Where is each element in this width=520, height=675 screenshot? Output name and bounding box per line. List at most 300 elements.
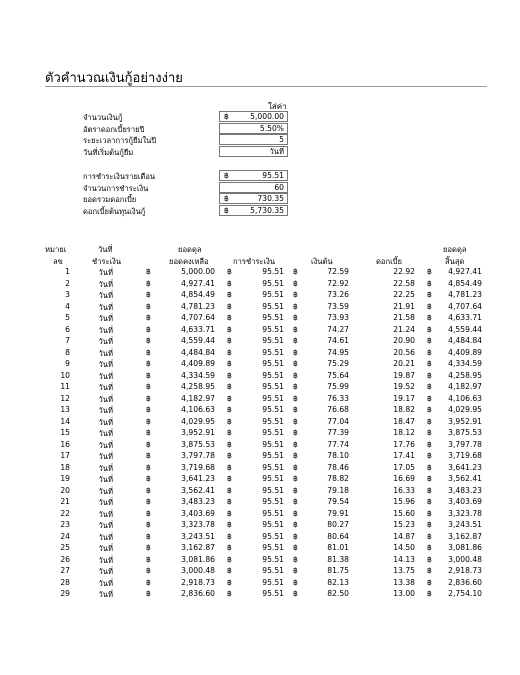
payment-amount: 95.51 [262,267,284,276]
table-row [0,428,520,440]
currency-symbol: ฿ [146,439,151,449]
table-row [0,474,520,486]
currency-symbol: ฿ [293,347,298,357]
table-row [0,566,520,578]
principal-amount: 80.27 [327,520,349,529]
currency-symbol: ฿ [227,359,232,368]
opening-balance: 2,836.60 [181,589,215,598]
row-number: 2 [65,278,70,288]
currency-symbol: ฿ [227,508,232,518]
table-row [0,451,520,463]
currency-symbol: ฿ [427,267,432,276]
interest-amount: 19.87 [393,370,415,380]
principal-amount: 75.29 [327,359,349,368]
currency-symbol: ฿ [427,589,432,598]
principal-amount: 73.59 [327,301,349,311]
currency-symbol: ฿ [293,382,298,391]
payment-amount: 95.51 [262,428,284,437]
currency-symbol: ฿ [293,439,298,449]
interest-amount: 18.82 [393,405,415,414]
currency-symbol: ฿ [227,324,232,334]
interest-amount: 22.92 [393,267,415,276]
currency-symbol: ฿ [227,301,232,311]
currency-symbol: ฿ [293,428,298,437]
row-number: 19 [60,474,70,483]
payment-amount: 95.51 [262,451,284,460]
payment-date: วันที่ [98,417,113,427]
table-row [0,382,520,394]
opening-balance: 3,323.78 [181,520,215,529]
table-row [0,313,520,325]
currency-symbol: ฿ [227,393,232,403]
currency-symbol: ฿ [227,566,232,575]
input-field[interactable] [219,123,288,134]
summary-value: 730.35 [257,194,284,203]
currency-symbol: ฿ [146,313,151,322]
currency-symbol: ฿ [227,451,232,460]
opening-balance: 4,484.84 [181,347,215,357]
payment-date: วันที่ [98,279,113,289]
interest-amount: 16.33 [393,485,415,495]
ending-balance: 2,918.73 [448,566,482,575]
interest-amount: 20.21 [393,359,415,368]
row-number: 9 [65,359,70,368]
opening-balance: 4,559.44 [181,336,215,345]
currency-symbol: ฿ [146,382,151,391]
currency-symbol: ฿ [146,531,151,541]
payment-date: วันที่ [98,555,113,565]
currency-symbol: ฿ [227,428,232,437]
opening-balance: 4,707.64 [181,313,215,322]
interest-amount: 13.00 [393,589,415,598]
row-number: 8 [65,347,70,357]
currency-symbol: ฿ [293,267,298,276]
table-row [0,532,520,544]
payment-date: วันที่ [98,521,113,530]
opening-balance: 3,403.69 [181,508,215,518]
row-number: 27 [60,566,70,575]
table-row [0,440,520,452]
currency-symbol: ฿ [227,543,232,552]
currency-symbol: ฿ [146,359,151,368]
currency-symbol: ฿ [227,278,232,288]
principal-amount: 77.39 [327,428,349,437]
currency-symbol: ฿ [227,313,232,322]
currency-symbol: ฿ [293,508,298,518]
opening-balance: 4,781.23 [181,301,215,311]
ending-balance: 4,559.44 [448,324,482,334]
opening-balance: 4,927.41 [181,278,215,288]
row-number: 29 [60,589,70,598]
currency-symbol: ฿ [227,531,232,541]
payment-amount: 95.51 [262,531,284,541]
payment-date: วันที่ [98,578,113,588]
currency-symbol: ฿ [146,474,151,483]
row-number: 22 [60,508,70,518]
interest-amount: 15.96 [393,497,415,506]
currency-symbol: ฿ [427,393,432,403]
payment-date: วันที่ [98,302,113,312]
currency-symbol: ฿ [146,566,151,575]
table-row [0,543,520,555]
payment-amount: 95.51 [262,370,284,380]
row-number: 12 [60,393,70,403]
principal-amount: 82.50 [327,589,349,598]
summary-label: การชำระเงินรายเดือน [83,172,156,181]
summary-field [219,193,288,204]
principal-amount: 75.99 [327,382,349,391]
table-row [0,302,520,314]
row-number: 10 [60,370,70,380]
payment-date: วันที่ [98,268,113,277]
summary-label: จำนวนการชำระเงิน [83,183,149,193]
payment-date: วันที่ [98,429,113,438]
table-row [0,578,520,590]
payment-amount: 95.51 [262,313,284,322]
principal-amount: 78.10 [327,451,349,460]
currency-symbol: ฿ [227,336,232,345]
payment-date: วันที่ [98,291,113,300]
header-interest: ดอกเบี้ย [376,257,402,266]
interest-amount: 17.05 [393,462,415,472]
row-number: 18 [60,462,70,472]
currency-symbol: ฿ [427,462,432,472]
currency-symbol: ฿ [293,313,298,322]
summary-label: ยอดรวมดอกเบี้ย [83,195,137,204]
input-field[interactable] [219,111,288,122]
table-row [0,267,520,279]
currency-symbol: ฿ [146,324,151,334]
currency-symbol: ฿ [293,336,298,345]
principal-amount: 77.74 [327,439,349,449]
payment-amount: 95.51 [262,462,284,472]
principal-amount: 79.91 [327,508,349,518]
row-number: 1 [65,267,70,276]
currency-symbol: ฿ [427,543,432,552]
currency-symbol: ฿ [146,485,151,495]
row-number: 16 [60,439,70,449]
currency-symbol: ฿ [293,290,298,299]
header-no-line1: หมายเ [45,245,67,254]
payment-date: วันที่ [98,383,113,392]
currency-symbol: ฿ [293,462,298,472]
currency-symbol: ฿ [146,554,151,564]
payment-amount: 95.51 [262,393,284,403]
currency-symbol: ฿ [227,416,232,426]
opening-balance: 3,000.48 [181,566,215,575]
interest-amount: 14.87 [393,531,415,541]
currency-symbol: ฿ [227,589,232,598]
summary-field [219,170,288,181]
currency-symbol: ฿ [293,278,298,288]
payment-date: วันที่ [98,475,113,484]
ending-balance: 3,000.48 [448,554,482,564]
currency-symbol: ฿ [293,405,298,414]
currency-symbol: ฿ [146,393,151,403]
currency-symbol: ฿ [427,474,432,483]
payment-date: วันที่ [98,452,113,461]
table-row [0,371,520,383]
payment-amount: 95.51 [262,520,284,529]
interest-amount: 18.47 [393,416,415,426]
summary-field [219,205,288,216]
currency-symbol: ฿ [293,324,298,334]
interest-amount: 18.12 [393,428,415,437]
currency-symbol: ฿ [293,589,298,598]
input-field[interactable] [219,146,288,157]
principal-amount: 81.01 [327,543,349,552]
interest-amount: 19.52 [393,382,415,391]
interest-amount: 22.58 [393,278,415,288]
principal-amount: 77.04 [327,416,349,426]
row-number: 21 [60,497,70,506]
ending-balance: 4,781.23 [448,290,482,299]
table-row [0,394,520,406]
payment-amount: 95.51 [262,278,284,288]
row-number: 15 [60,428,70,437]
payment-amount: 95.51 [262,497,284,506]
opening-balance: 4,106.63 [181,405,215,414]
ending-balance: 3,403.69 [448,497,482,506]
currency-symbol: ฿ [146,278,151,288]
currency-symbol: ฿ [146,543,151,552]
payment-date: วันที่ [98,371,113,381]
interest-amount: 17.76 [393,439,415,449]
ending-balance: 3,797.78 [448,439,482,449]
currency-symbol: ฿ [227,520,232,529]
row-number: 26 [60,554,70,564]
currency-symbol: ฿ [293,554,298,564]
payment-date: วันที่ [98,360,113,369]
ending-balance: 4,029.95 [448,405,482,414]
currency-symbol: ฿ [293,577,298,587]
currency-symbol: ฿ [293,370,298,380]
ending-balance: 4,484.84 [448,336,482,345]
table-row [0,290,520,302]
currency-symbol: ฿ [293,543,298,552]
input-field[interactable] [219,134,288,145]
interest-amount: 19.17 [393,393,415,403]
ending-balance: 3,081.86 [448,543,482,552]
currency-symbol: ฿ [227,554,232,564]
payment-amount: 95.51 [262,301,284,311]
row-number: 28 [60,577,70,587]
principal-amount: 72.92 [327,278,349,288]
payment-date: วันที่ [98,509,113,519]
ending-balance: 3,719.68 [448,451,482,460]
currency-symbol: ฿ [427,554,432,564]
table-row [0,555,520,567]
currency-symbol: ฿ [146,416,151,426]
ending-balance: 3,243.51 [448,520,482,529]
payment-date: วันที่ [98,325,113,335]
currency-symbol: ฿ [146,301,151,311]
currency-symbol: ฿ [146,405,151,414]
payment-amount: 95.51 [262,290,284,299]
table-row [0,589,520,601]
payment-amount: 95.51 [262,566,284,575]
currency-symbol: ฿ [146,290,151,299]
ending-balance: 4,334.59 [448,359,482,368]
row-number: 7 [65,336,70,345]
interest-amount: 20.56 [393,347,415,357]
opening-balance: 4,633.71 [181,324,215,334]
payment-amount: 95.51 [262,359,284,368]
currency-symbol: ฿ [427,497,432,506]
currency-symbol: ฿ [427,405,432,414]
currency-symbol: ฿ [427,324,432,334]
ending-balance: 4,258.95 [448,370,482,380]
ending-balance: 2,754.10 [448,589,482,598]
currency-symbol: ฿ [224,112,229,121]
currency-symbol: ฿ [427,347,432,357]
row-number: 20 [60,485,70,495]
opening-balance: 3,243.51 [181,531,215,541]
payment-amount: 95.51 [262,508,284,518]
input-label: อัตราดอกเบี้ยรายปี [83,124,145,134]
opening-balance: 4,182.97 [181,393,215,403]
principal-amount: 75.64 [327,370,349,380]
currency-symbol: ฿ [293,485,298,495]
table-row [0,417,520,429]
ending-balance: 4,182.97 [448,382,482,391]
currency-symbol: ฿ [293,359,298,368]
summary-label: ดอกเบี้ยต้นทุนเงินกู้ [83,206,146,216]
payment-date: วันที่ [98,394,113,404]
row-number: 6 [65,324,70,334]
payment-date: วันที่ [98,498,113,507]
currency-symbol: ฿ [427,336,432,345]
header-date-line2: ชำระเงิน [92,257,122,266]
currency-symbol: ฿ [293,474,298,483]
row-number: 4 [65,301,70,311]
currency-symbol: ฿ [427,566,432,575]
summary-value: 60 [274,182,284,192]
principal-amount: 79.18 [327,485,349,495]
principal-amount: 78.82 [327,474,349,483]
currency-symbol: ฿ [146,428,151,437]
payment-date: วันที่ [98,337,113,346]
ending-balance: 4,854.49 [448,278,482,288]
payment-date: วันที่ [98,567,113,576]
table-row [0,405,520,417]
input-label: วันที่เริ่มต้นกู้ยืม [83,147,134,157]
opening-balance: 3,641.23 [181,474,215,483]
currency-symbol: ฿ [427,290,432,299]
payment-date: วันที่ [98,486,113,496]
currency-symbol: ฿ [427,531,432,541]
opening-balance: 3,797.78 [181,451,215,460]
payment-amount: 95.51 [262,324,284,334]
currency-symbol: ฿ [227,474,232,483]
currency-symbol: ฿ [146,370,151,380]
table-row [0,463,520,475]
table-row [0,486,520,498]
table-row [0,348,520,360]
ending-balance: 4,633.71 [448,313,482,322]
row-number: 3 [65,290,70,299]
currency-symbol: ฿ [427,301,432,311]
principal-amount: 78.46 [327,462,349,472]
interest-amount: 16.69 [393,474,415,483]
opening-balance: 3,875.53 [181,439,215,449]
currency-symbol: ฿ [227,462,232,472]
table-row [0,497,520,509]
payment-date: วันที่ [98,590,113,599]
ending-balance: 4,707.64 [448,301,482,311]
row-number: 11 [60,382,70,391]
payment-amount: 95.51 [262,439,284,449]
opening-balance: 4,258.95 [181,382,215,391]
ending-balance: 4,409.89 [448,347,482,357]
currency-symbol: ฿ [293,451,298,460]
currency-symbol: ฿ [427,520,432,529]
input-value: 5,000.00 [250,112,284,121]
payment-date: วันที่ [98,406,113,415]
opening-balance: 3,952.91 [181,428,215,437]
currency-symbol: ฿ [293,520,298,529]
row-number: 24 [60,531,70,541]
currency-symbol: ฿ [427,577,432,587]
row-number: 23 [60,520,70,529]
ending-balance: 3,562.41 [448,474,482,483]
table-row [0,336,520,348]
row-number: 5 [65,313,70,322]
currency-symbol: ฿ [227,439,232,449]
principal-amount: 76.68 [327,405,349,414]
currency-symbol: ฿ [427,428,432,437]
opening-balance: 3,081.86 [181,554,215,564]
payment-amount: 95.51 [262,485,284,495]
principal-amount: 76.33 [327,393,349,403]
currency-symbol: ฿ [146,520,151,529]
currency-symbol: ฿ [227,370,232,380]
currency-symbol: ฿ [146,336,151,345]
opening-balance: 4,029.95 [181,416,215,426]
ending-balance: 3,641.23 [448,462,482,472]
table-row [0,359,520,371]
row-number: 17 [60,451,70,460]
currency-symbol: ฿ [293,497,298,506]
currency-symbol: ฿ [227,497,232,506]
currency-symbol: ฿ [427,439,432,449]
currency-symbol: ฿ [146,462,151,472]
interest-amount: 20.90 [393,336,415,345]
currency-symbol: ฿ [227,405,232,414]
title-divider [45,86,487,87]
payment-amount: 95.51 [262,554,284,564]
currency-symbol: ฿ [146,451,151,460]
payment-date: วันที่ [98,314,113,323]
interest-amount: 14.50 [393,543,415,552]
currency-symbol: ฿ [227,290,232,299]
principal-amount: 74.95 [327,347,349,357]
input-label: ระยะเวลาการกู้ยืมในปี [83,136,157,145]
currency-symbol: ฿ [293,301,298,311]
header-ending-line1: ยอดดุล [443,245,467,254]
payment-date: วันที่ [98,544,113,553]
payment-date: วันที่ [98,440,113,450]
currency-symbol: ฿ [293,393,298,403]
currency-symbol: ฿ [427,278,432,288]
opening-balance: 3,562.41 [181,485,215,495]
principal-amount: 79.54 [327,497,349,506]
payment-amount: 95.51 [262,405,284,414]
currency-symbol: ฿ [146,508,151,518]
ending-balance: 3,162.87 [448,531,482,541]
payment-date: วันที่ [98,348,113,358]
interest-amount: 14.13 [393,554,415,564]
